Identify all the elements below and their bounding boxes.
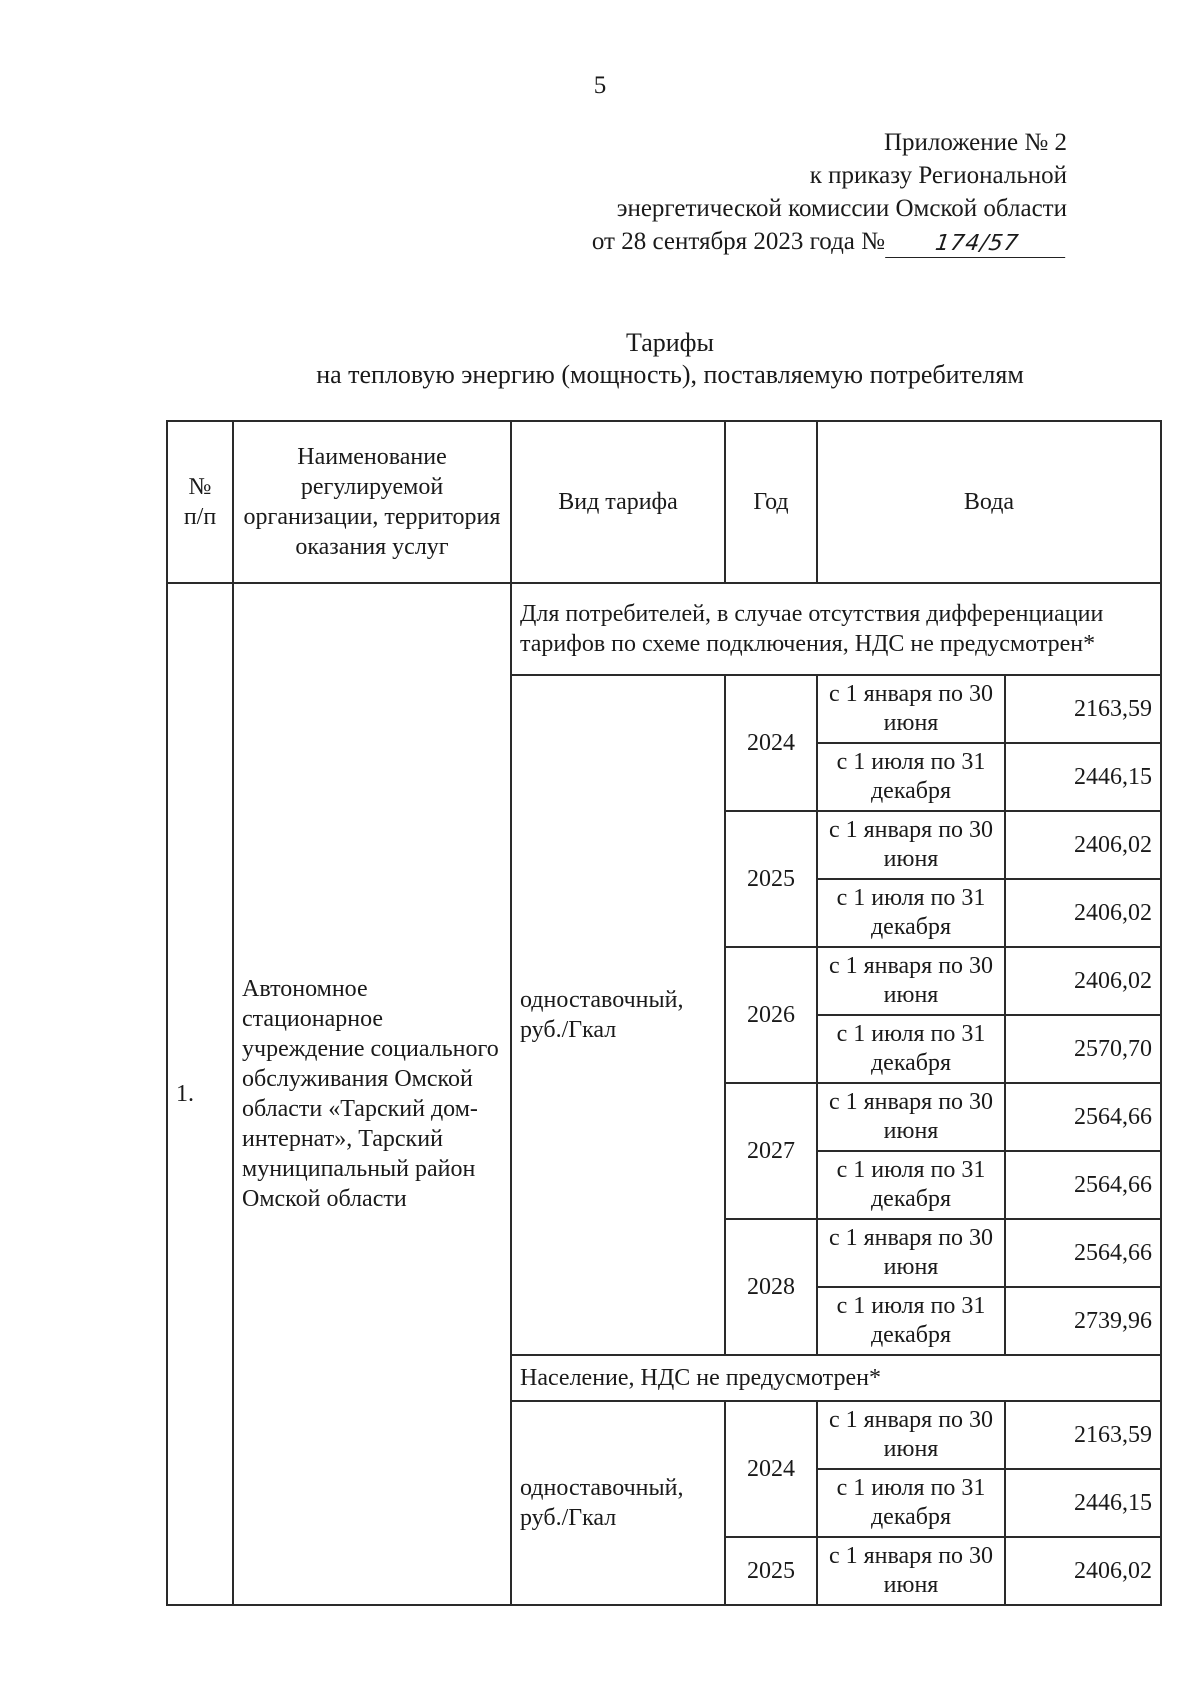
appendix-line-3: энергетической комиссии Омской области (616, 195, 1067, 222)
period-cell: с 1 января по 30 июня (817, 1537, 1005, 1605)
row-number: 1. (167, 583, 233, 1605)
period-cell: с 1 января по 30 июня (817, 947, 1005, 1015)
tariff-value: 2446,15 (1005, 743, 1161, 811)
period-cell: с 1 июля по 31 декабря (817, 1151, 1005, 1219)
group-title: Население, НДС не предусмотрен* (511, 1355, 1161, 1401)
document-title (0, 327, 1200, 391)
table-header-row (167, 421, 1161, 583)
appendix-line-4 (592, 225, 1067, 258)
appendix-line-1: Приложение № 2 (883, 129, 1067, 156)
group-title: Для потребителей, в случае отсутствия дифференциации тарифов по схеме подключения, НДС не предусмотрен* (511, 583, 1161, 675)
appendix-line-2: к приказу Региональной (809, 162, 1067, 189)
tariff-table (166, 420, 1162, 1606)
period-cell: с 1 января по 30 июня (817, 1219, 1005, 1287)
year-cell: 2025 (725, 1537, 817, 1605)
tariff-value: 2564,66 (1005, 1219, 1161, 1287)
year-cell: 2027 (725, 1083, 817, 1219)
header-type: Вид тарифа (511, 421, 725, 583)
period-cell: с 1 июля по 31 декабря (817, 879, 1005, 947)
tariff-type: одноставочный, руб./Гкал (511, 1401, 725, 1605)
period-cell: с 1 января по 30 июня (817, 811, 1005, 879)
tariff-value: 2406,02 (1005, 947, 1161, 1015)
period-cell: с 1 июля по 31 декабря (817, 1469, 1005, 1537)
tariff-value: 2570,70 (1005, 1015, 1161, 1083)
tariff-value: 2163,59 (1005, 1401, 1161, 1469)
year-cell: 2026 (725, 947, 817, 1083)
tariff-value: 2564,66 (1005, 1083, 1161, 1151)
period-cell: с 1 января по 30 июня (817, 1083, 1005, 1151)
header-water: Вода (817, 421, 1161, 583)
header-year: Год (725, 421, 817, 583)
tariff-value: 2406,02 (1005, 879, 1161, 947)
appendix-block (592, 126, 1067, 258)
tariff-value: 2406,02 (1005, 811, 1161, 879)
title-sub: на тепловую энергию (мощность), поставляемую потребителям (316, 360, 1024, 389)
tariff-type: одноставочный, руб./Гкал (511, 675, 725, 1355)
header-org: Наименование регулируемой организации, территория оказания услуг (233, 421, 511, 583)
tariff-value: 2406,02 (1005, 1537, 1161, 1605)
title-main: Тарифы (625, 328, 714, 357)
year-cell: 2024 (725, 1401, 817, 1537)
period-cell: с 1 января по 30 июня (817, 1401, 1005, 1469)
period-cell: с 1 января по 30 июня (817, 675, 1005, 743)
tariff-value: 2163,59 (1005, 675, 1161, 743)
period-cell: с 1 июля по 31 декабря (817, 743, 1005, 811)
order-date-text: от 28 сентября 2023 года № (591, 228, 885, 255)
tariff-value: 2739,96 (1005, 1287, 1161, 1355)
tariff-value: 2446,15 (1005, 1469, 1161, 1537)
period-cell: с 1 июля по 31 декабря (817, 1015, 1005, 1083)
year-cell: 2025 (725, 811, 817, 947)
page-number: 5 (593, 72, 607, 99)
organization-name: Автономное стационарное учреждение социального обслуживания Омской области «Тарский дом-интернат», Тарский муниципальный район Омской области (233, 583, 511, 1605)
year-cell: 2028 (725, 1219, 817, 1355)
handwritten-order-number: 174/57 (885, 231, 1069, 258)
header-num: № п/п (167, 421, 233, 583)
year-cell: 2024 (725, 675, 817, 811)
table-row (167, 583, 1161, 675)
period-cell: с 1 июля по 31 декабря (817, 1287, 1005, 1355)
tariff-value: 2564,66 (1005, 1151, 1161, 1219)
